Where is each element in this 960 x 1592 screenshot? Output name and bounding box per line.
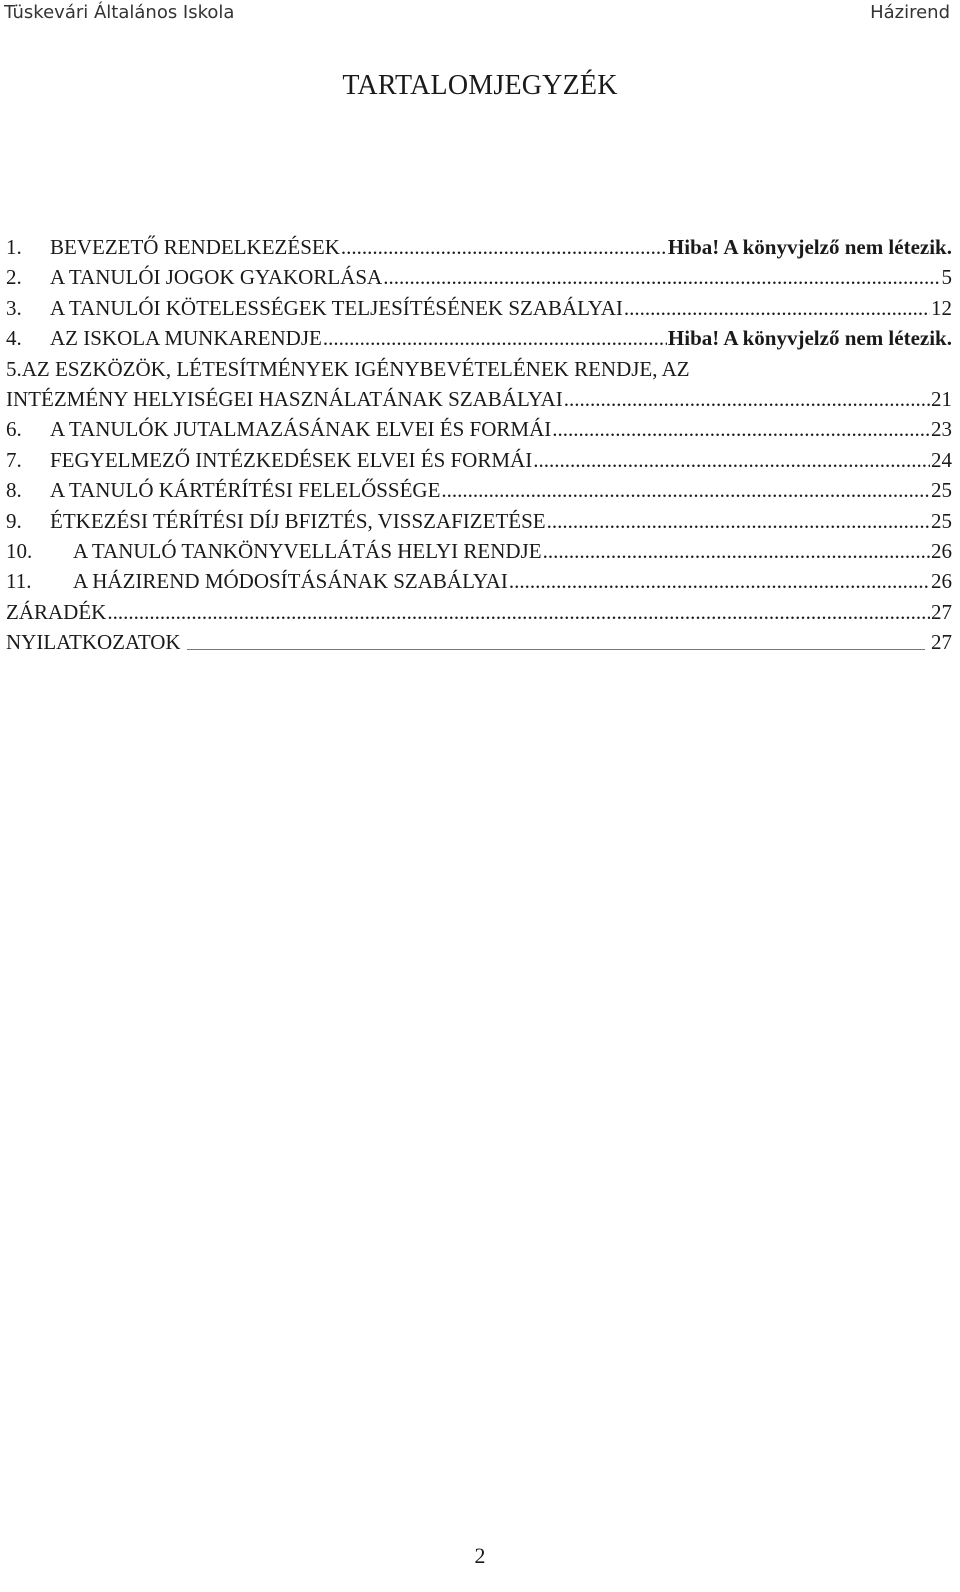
toc-number: 5.: [6, 356, 22, 381]
toc-page: 12: [931, 295, 952, 320]
toc-number: 7.: [6, 447, 22, 472]
dot-leader: [441, 475, 930, 505]
toc-page: 27: [931, 599, 952, 624]
toc-number: 3.: [6, 295, 22, 320]
toc-entry-1[interactable]: [6, 232, 952, 262]
toc-number: 8.: [6, 478, 22, 503]
table-of-contents: [6, 232, 952, 657]
toc-number: 4.: [6, 326, 22, 351]
toc-page: 26: [931, 569, 952, 594]
toc-entry-5-line2: [6, 384, 952, 414]
page-header: [0, 0, 960, 26]
toc-title: A TANULÓK JUTALMAZÁSÁNAK ELVEI ÉS FORMÁI: [50, 417, 552, 442]
toc-title: NYILATKOZATOK: [6, 630, 181, 655]
toc-title: A TANULÓI JOGOK GYAKORLÁSA: [50, 265, 383, 290]
toc-entry-4[interactable]: [6, 323, 952, 353]
toc-entry-nyilatkozatok[interactable]: [6, 627, 952, 657]
dot-leader: [509, 566, 930, 596]
toc-entry-11[interactable]: [6, 566, 952, 596]
toc-number: 10.: [6, 538, 33, 563]
toc-entry-5-line1: [6, 354, 952, 384]
page-title: TARTALOMJEGYZÉK: [342, 70, 618, 101]
toc-title: AZ ESZKÖZÖK, LÉTESÍTMÉNYEK IGÉNYBEVÉTELÉNEK RENDJE, AZ: [21, 356, 690, 381]
dot-leader: [624, 293, 930, 323]
toc-title: ÉTKEZÉSI TÉRÍTÉSI DÍJ BFIZTÉS, VISSZAFIZETÉSE: [50, 508, 546, 533]
toc-title: A TANULÓI KÖTELESSÉGEK TELJESÍTÉSÉNEK SZABÁLYAI: [50, 295, 623, 320]
school-name: Tüskevári Általános Iskola: [4, 2, 235, 23]
toc-entry-5[interactable]: [6, 354, 952, 415]
toc-page: 25: [931, 478, 952, 503]
toc-number: 2.: [6, 265, 22, 290]
toc-title: FEGYELMEZŐ INTÉZKEDÉSEK ELVEI ÉS FORMÁI: [50, 447, 533, 472]
toc-page: 24: [931, 447, 952, 472]
toc-title: A TANULÓ TANKÖNYVELLÁTÁS HELYI RENDJE: [73, 538, 542, 563]
toc-page: 21: [931, 386, 952, 411]
document-name: Házirend: [870, 2, 950, 23]
toc-number: 6.: [6, 417, 22, 442]
toc-title: BEVEZETŐ RENDELKEZÉSEK: [50, 235, 340, 259]
dot-leader: [552, 414, 930, 444]
line-leader: [187, 649, 925, 650]
toc-page: 26: [931, 538, 952, 563]
dot-leader: [564, 384, 930, 414]
dot-leader: [547, 506, 930, 536]
toc-entry-2[interactable]: [6, 262, 952, 292]
toc-page: 23: [931, 417, 952, 442]
toc-entry-3[interactable]: [6, 293, 952, 323]
dot-leader: [341, 232, 667, 262]
toc-page: 27: [931, 630, 952, 655]
toc-number: 1.: [6, 235, 22, 259]
toc-page: 5: [941, 265, 952, 290]
toc-page-error: Hiba! A könyvjelző nem létezik.: [667, 326, 952, 351]
dot-leader: [383, 262, 940, 292]
toc-title: ZÁRADÉK: [6, 599, 107, 624]
toc-entry-10[interactable]: [6, 536, 952, 566]
toc-page: 25: [931, 508, 952, 533]
toc-entry-7[interactable]: [6, 445, 952, 475]
toc-title: A HÁZIREND MÓDOSÍTÁSÁNAK SZABÁLYAI: [73, 569, 508, 594]
page-number: 2: [474, 1543, 486, 1568]
toc-entry-9[interactable]: [6, 506, 952, 536]
dot-leader: [543, 536, 930, 566]
dot-leader: [533, 445, 930, 475]
toc-entry-zaradek[interactable]: [6, 597, 952, 627]
dot-leader: [107, 597, 930, 627]
toc-entry-8[interactable]: [6, 475, 952, 505]
toc-entry-6[interactable]: [6, 414, 952, 444]
toc-title: AZ ISKOLA MUNKARENDJE: [50, 326, 322, 351]
toc-title-continued: INTÉZMÉNY HELYISÉGEI HASZNÁLATÁNAK SZABÁLYAI: [6, 386, 563, 411]
dot-leader: [323, 323, 667, 353]
toc-page-error: Hiba! A könyvjelző nem létezik.: [667, 235, 952, 259]
toc-number: 11.: [6, 569, 32, 594]
toc-number: 9.: [6, 508, 22, 533]
toc-title: A TANULÓ KÁRTÉRÍTÉSI FELELŐSSÉGE: [50, 478, 441, 503]
